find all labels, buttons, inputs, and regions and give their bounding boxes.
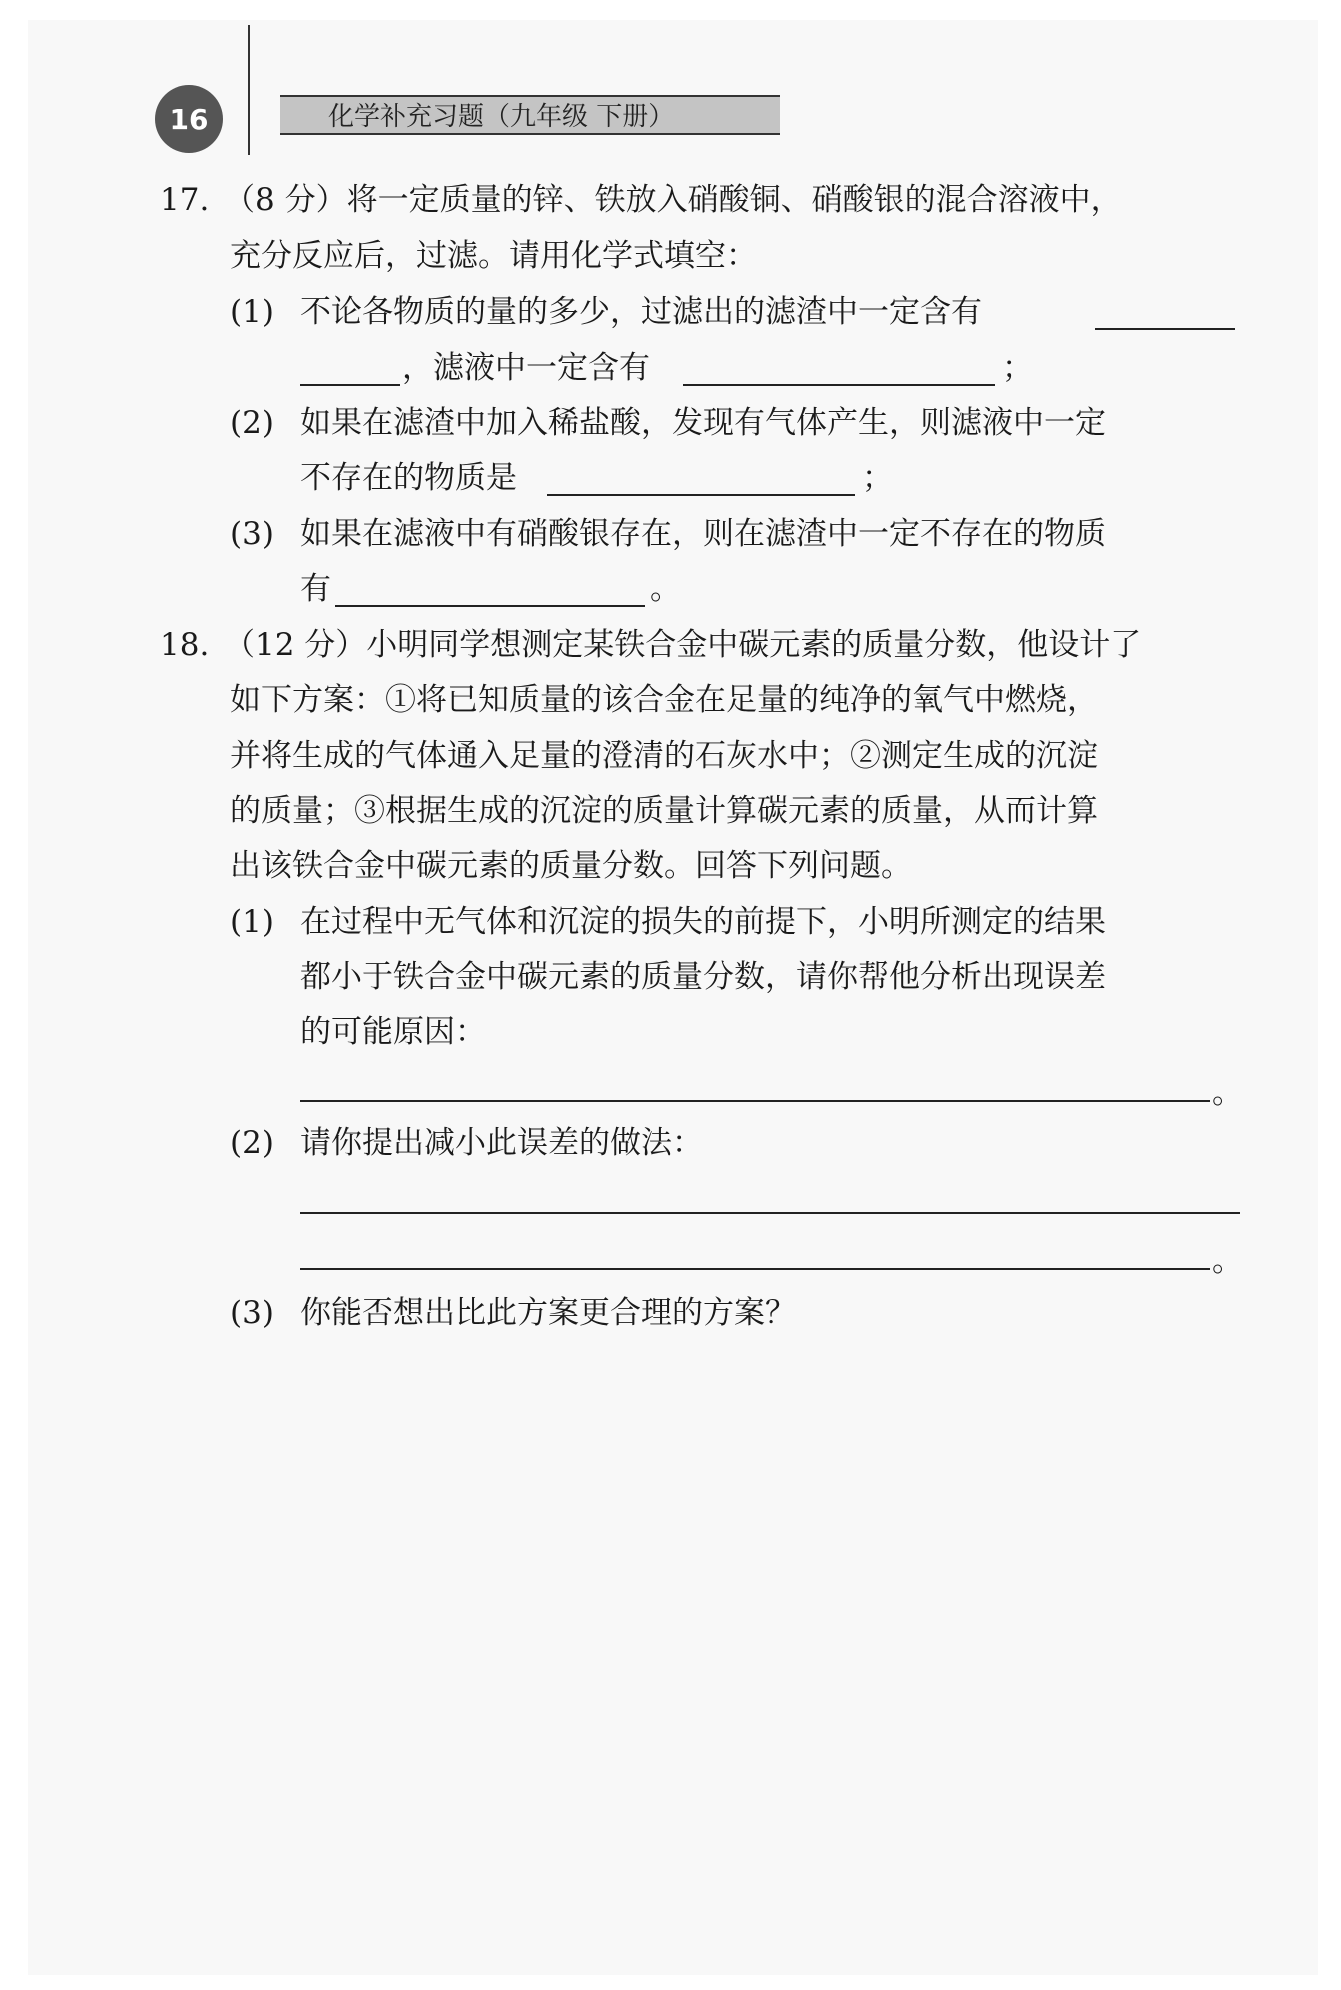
q18-stem-line4: 的质量；③根据生成的沉淀的质量计算碳元素的质量，从而计算 — [230, 793, 1098, 829]
q18-part1-line1: 在过程中无气体和沉淀的损失的前提下，小明所测定的结果 — [300, 904, 1106, 940]
q17-part2-line1: 如果在滤渣中加入稀盐酸，发现有气体产生，则滤液中一定 — [300, 405, 1106, 441]
q18-stem-line2: 如下方案：①将已知质量的该合金在足量的纯净的氧气中燃烧， — [230, 682, 1098, 718]
q18-part1-end: 。 — [1212, 1075, 1243, 1111]
q17-part3-blank[interactable] — [335, 605, 645, 607]
page-number-badge: 16 — [155, 85, 223, 153]
q18-stem-line5: 出该铁合金中碳元素的质量分数。回答下列问题。 — [230, 848, 912, 884]
q17-part1-blank-b[interactable] — [683, 384, 995, 386]
q17-part1-mid: ，滤液中一定含有 — [402, 350, 650, 386]
q18-part2-label: (2) — [230, 1125, 274, 1161]
q18-part3-label: (3) — [230, 1295, 274, 1331]
q17-part2-line2: 不存在的物质是 — [300, 460, 517, 496]
q17-part1-blank-a-cont[interactable] — [300, 384, 400, 386]
q17-part2-end: ； — [862, 460, 893, 496]
q18-part1-line2: 都小于铁合金中碳元素的质量分数，请你帮他分析出现误差 — [300, 959, 1106, 995]
q17-part3-line2: 有 — [300, 571, 331, 607]
q18-part3-text: 你能否想出比此方案更合理的方案？ — [300, 1295, 796, 1331]
q18-part1-label: (1) — [230, 904, 274, 940]
q18-part2-answer-line1[interactable] — [300, 1212, 1240, 1214]
q18-part2-text: 请你提出减小此误差的做法： — [300, 1125, 703, 1161]
q17-part1-blank-a[interactable] — [1095, 328, 1235, 330]
q18-stem-line1: （12 分）小明同学想测定某铁合金中碳元素的质量分数，他设计了 — [224, 627, 1142, 663]
q17-part2-label: (2) — [230, 405, 274, 441]
q17-part1-end: ； — [1002, 350, 1033, 386]
q18-part2-answer-line2[interactable] — [300, 1268, 1210, 1270]
q17-part2-blank[interactable] — [547, 494, 855, 496]
q17-part1-text: 不论各物质的量的多少，过滤出的滤渣中一定含有 — [300, 294, 982, 330]
q18-stem-line3: 并将生成的气体通入足量的澄清的石灰水中；②测定生成的沉淀 — [230, 738, 1098, 774]
q18-part1-answer-line[interactable] — [300, 1100, 1210, 1102]
q18-part1-line3: 的可能原因： — [300, 1014, 486, 1050]
q17-stem-line1: （8 分）将一定质量的锌、铁放入硝酸铜、硝酸银的混合溶液中， — [224, 182, 1122, 218]
q18-part2-end: 。 — [1212, 1243, 1243, 1279]
q17-part3-end: 。 — [650, 571, 681, 607]
book-title-banner: 化学补充习题（九年级 下册） — [280, 95, 780, 135]
q18-number: 18. — [160, 627, 210, 663]
header-divider — [248, 25, 250, 155]
q17-stem-line2: 充分反应后，过滤。请用化学式填空： — [230, 238, 757, 274]
q17-part3-label: (3) — [230, 516, 274, 552]
q17-part1-label: (1) — [230, 294, 274, 330]
q17-number: 17. — [160, 182, 210, 218]
q17-part3-line1: 如果在滤液中有硝酸银存在，则在滤渣中一定不存在的物质 — [300, 516, 1106, 552]
